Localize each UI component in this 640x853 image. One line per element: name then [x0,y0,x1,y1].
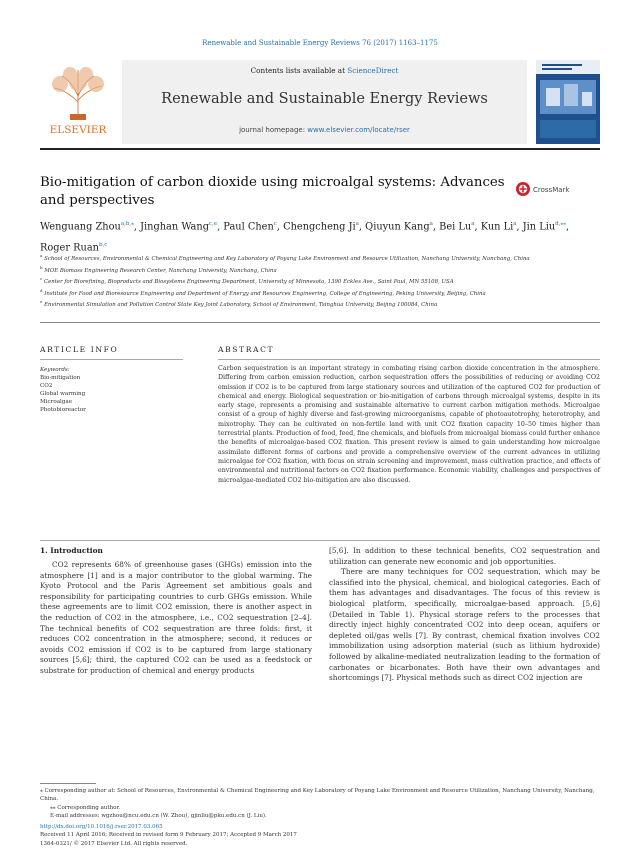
keyword: CO2 [40,383,53,389]
affiliation-text: Environmental Simulation and Pollution Control State Key Joint Laboratory, School of Environment, Tsinghua University, Beijing 100084, China [42,301,438,308]
affiliation-marker: b [40,264,43,270]
affiliation-marker: c [40,276,43,281]
publication-info [40,823,600,848]
affiliation-marker: d [40,287,43,293]
homepage-prefix: journal homepage: [239,126,308,134]
author-affiliation-marker[interactable]: a [429,221,433,227]
affiliation-list [40,252,570,310]
author-name[interactable]: Kun Li [480,221,514,233]
section-heading-introduction: 1. Introduction [40,546,103,555]
body-paragraph: [5,6]. In addition to these technical benefits, CO2 sequestration and utilization can generate new economic and job opportunities. [329,546,600,566]
article-title: Bio-mitigation of carbon dioxide using microalgal systems: Advances and perspectives [40,175,505,208]
author-affiliation-marker[interactable]: a [355,221,359,227]
affiliation-text: School of Resources, Environmental & Chemical Engineering and Key Laboratory of Poyang Lake Environment and Resource Utilization, Nanchang University, Nanchang, China [42,255,530,262]
doi-link[interactable]: http://dx.doi.org/10.1016/j.rser.2017.03.065 [40,824,163,830]
author-affiliation-marker[interactable]: c,e [208,221,218,227]
affiliation [40,252,570,264]
journal-homepage [122,126,527,134]
author-affiliation-marker[interactable]: c [273,221,277,227]
footnote-rule [40,783,96,784]
author-name[interactable]: Roger Ruan [40,242,99,254]
footnote: E-mail addresses: wgzhou@ncu.edu.cn (W. Zhou), gjinliu@pku.edu.cn (J. Liu). [50,813,267,820]
author-name[interactable]: Wenguang Zhou [40,221,121,233]
sciencedirect-link[interactable]: ScienceDirect [347,66,399,75]
journal-citation[interactable]: Renewable and Sustainable Energy Reviews 76 (2017) 1163–1175 [202,39,438,47]
keyword: Global warming [40,391,86,397]
affiliation-text: Institute for Food and Bioresource Engineering and Department of Energy and Resources Engineering, College of Engineering, Peking University, Beijing, China [42,290,486,297]
abstract-bottom-rule [40,540,600,541]
author-affiliation-marker[interactable]: a [471,221,475,227]
author-name[interactable]: Paul Chen [223,221,274,233]
body-column-right [329,546,600,684]
footnote: ⁎⁎ Corresponding author. [50,804,121,811]
body-paragraph: There are many techniques for CO2 sequestration, which may be classified into the physical, chemical, and biological categories. Each of them has advantages and disadvantages. The focus of this review is biological platform, specifically, microalgae-based approach. [5,6] (Detailed in Table 1). Physical storage refers to the processes that directly inject highly concentrated CO2 into deep ocean, aquifers or depleted oil/gas wells [7]. By contrast, chemical fixation involves CO2 immobilization using adsorption material (such as lithium hydroxide) followed by alkaline-mediated neutralization leading to the formation of carbonates or bicarbonates. Both have their own advantages and shortcomings [7]. Physical methods such as direct CO2 injection are [329,567,600,683]
author-list: Wenguang Zhou$^{a,b,⁎}$, Jinghan Wang$^{c,e}$, Paul Chen$^c$, Chengcheng Ji$^a$, Qiuyun Kang$^a$, Bei Lu$^a$, Kun Li$^a$, Jin Liu$^{d,⁎⁎}$, Roger Ruan$^{b,c}$ [40,221,570,254]
footnotes [40,787,600,821]
keywords-block [40,366,190,414]
affiliation-marker: e [40,299,43,304]
crossmark-label: CrossMark [533,186,570,194]
journal-cover-thumbnail[interactable] [536,60,600,144]
header-divider [40,148,600,150]
keyword: Photobioreactor [40,407,86,413]
homepage-link[interactable]: www.elsevier.com/locate/rser [307,126,410,134]
affiliation [40,264,570,276]
author-name[interactable]: Bei Lu [439,221,472,233]
received-dates: Received 11 April 2016; Received in revised form 9 February 2017; Accepted 9 March 2017 [40,832,297,839]
affiliation-divider [40,322,600,323]
keyword-list [40,374,190,414]
author-affiliation-marker[interactable]: b,c [98,242,108,249]
contents-line [122,66,527,75]
author-name[interactable]: Jinghan Wang [140,221,209,233]
crossmark-badge[interactable] [515,181,605,197]
contents-prefix: Contents lists available at [250,66,348,75]
body-column-left [40,560,312,677]
article-info-rule [40,359,183,360]
author-name[interactable]: Chengcheng Ji [283,221,356,233]
author-affiliation-marker[interactable]: a [513,221,517,227]
affiliation-marker: a [40,253,43,258]
author-name[interactable]: Qiuyun Kang [365,221,430,233]
footnote: ⁎ Corresponding author at: School of Resources, Environmental & Chemical Engineering and Key Laboratory of Poyang Lake Environment and Resource Utilization, Nanchang University, Nanchang, China. [40,788,595,803]
affiliation [40,275,570,287]
keyword: Bio-mitigation [40,375,81,381]
abstract-heading: ABSTRACT [218,345,275,354]
affiliation [40,287,570,299]
article-info-heading: ARTICLE INFO [40,345,119,354]
keywords-label: Keywords: [40,367,70,373]
affiliation-text: Center for Biorefining, Bioproducts and Biosystems Engineering Department, University of Minnesota, 1390 Eckles Ave., Saint Paul, MN 55108, USA [42,278,454,285]
affiliation-text: MOE Biomass Engineering Research Center, Nanchang University, Nanchang, China [42,267,277,274]
elsevier-wordmark: ELSEVIER [49,124,107,136]
copyright-line: 1364-0321/ © 2017 Elsevier Ltd. All rights reserved. [40,840,188,847]
affiliation [40,298,570,310]
abstract-rule [218,359,600,360]
author-name[interactable]: Jin Liu [522,221,556,233]
body-paragraph: CO2 represents 68% of greenhouse gases (GHGs) emission into the atmosphere [1] and is a major contributor to the global warming. The Kyoto Protocol and the Paris Agreement set ambitious goals and responsibility for participating countries to curb GHGs emission. While these agreements are to limit CO2 emission, there is another aspect in the reduction of CO2 in the atmosphere, i.e., CO2 sequestration [2–4]. The technical benefits of CO2 sequestration are three folds: first, it reduces CO2 concentration in the atmosphere; second, it reduces or avoids CO2 emission if CO2 is to be captured from large stationary sources [5,6]; third, the captured CO2 can be used as a feedstock or substrate for production of chemical and energy products [40,560,312,675]
keyword: Microalgae [40,399,73,405]
elsevier-logo [40,62,116,138]
author-affiliation-marker[interactable]: d,⁎⁎ [555,221,566,227]
journal-title: Renewable and Sustainable Energy Reviews [161,91,488,107]
author-affiliation-marker[interactable]: a,b,⁎ [120,221,134,227]
abstract-text: Carbon sequestration is an important strategy in combating rising carbon dioxide concentration in the atmosphere. Differing from carbon emission reduction, carbon sequestration offers the possibilities of reducing or avoiding CO2 emission if CO2 is to be captured from large stationary sources and utilization of the captured CO2 for production of chemical and energy. Biological sequestration or bio-mitigation of carbons through microalgal systems, despite in its early stage, represents a promising and sustainable alternative to current carbon mitigation methods. Microalgae consist of a group of highly diverse and fast-growing microorganisms, capable of photoautotrophy, heterotrophy, and mixotrophy. They can be cultivated on non-fertile land with unit CO2 fixation capacity 10–50 times higher than terrestrial plants. Production of food, feed, fine chemicals, and biofuels from microalgal biomass could further enhance the benefits of microalgae-based CO2 fixation. This present review is aimed to gain understanding how microalgae assimilate different forms of carbons and provide a comprehensive overview of the current advances in utilizing microalgae for CO2 fixation, with focus on strain screening and improvement, mass cultivation practice, and effects of environmental and nutritional factors on CO2 fixation performance. Economic viability, challenges and perspectives of microalgae-mediated CO2 bio-mitigation are also discussed. [218,365,601,484]
